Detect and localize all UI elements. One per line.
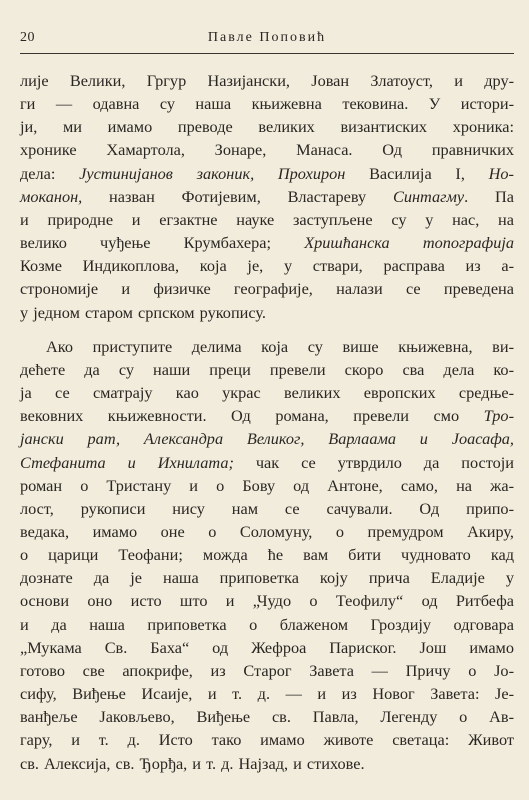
paragraph <box>20 69 514 324</box>
text-line: основи оно исто што и „Чудо о Теофилу“ од Ритбефа <box>20 591 514 611</box>
text-line: лост, рукописи нису нам се сачували. Од припо- <box>20 498 514 518</box>
text-line: вековних књижевности. Од романа, превели смо Тро- <box>20 406 514 426</box>
text-line: велико чуђење Крумбахера; Хришћанска топографија <box>20 233 515 253</box>
text-line: „Мукама Св. Баха“ од Жефроа Париског. Још имамо <box>20 637 514 657</box>
text-line: ги — одавна су наша књижевна тековина. У истори- <box>20 94 514 114</box>
header-rule <box>20 53 514 54</box>
running-head: Павле Поповић <box>207 30 327 45</box>
text-line: лије Велики, Гргур Назијански, Јован Златоуст, и дру- <box>20 71 514 90</box>
text-line: св. Алексија, св. Ђорђа, и т. д. Најзад, и стихове. <box>20 753 365 773</box>
text-line: дећете да су наши преци превели скоро сва дела ко- <box>20 359 514 379</box>
italic-title: Хришћанска топографија <box>304 233 515 253</box>
text-line: и да наша приповетка о блаженом Гроздију одговара <box>20 614 514 634</box>
italic-title: моканон, <box>20 186 83 206</box>
text-line: Козме Индикоплова, која је, у ствари, расправа из а- <box>20 256 514 276</box>
text-line: дела: Јустинијанов законик, Прохирон Василија I, Но- <box>20 163 514 183</box>
text-line: ванђеље Јаковљево, Виђење св. Павла, Легенду о Ав- <box>20 707 514 727</box>
italic-title: Но- <box>488 163 514 183</box>
text-line: сифу, Виђење Исаије, и т. д. — и из Новог Завета: Је- <box>20 684 514 704</box>
italic-title: Синтагму <box>392 186 465 206</box>
text-line: роман о Тристану и о Бову од Антоне, само, на жа- <box>20 475 514 495</box>
text-line: Ако приступите делима која су више књижевна, ви- <box>46 336 514 356</box>
paragraph <box>20 335 514 775</box>
text-line: гару, и т. д. Исто тако имамо животе светаца: Живот <box>20 730 514 750</box>
paragraph-gap <box>20 324 514 335</box>
text-line: и природне и егзактне науке заступљене су у нас, на <box>20 209 514 229</box>
page-number: 20 <box>20 30 35 45</box>
text-line: ведака, имамо оне о Соломуну, о премудром Акиру, <box>20 521 514 541</box>
text-line: моканон, назван Фотијевим, Властареву Синтагму. Па <box>20 186 514 206</box>
italic-title: Јустинијанов законик, Прохирон <box>79 163 346 183</box>
body-text <box>20 69 514 775</box>
text-line: у једном старом српском рукопису. <box>20 302 266 322</box>
italic-title: Стефанита и Ихнилата; <box>20 452 234 472</box>
text-line: дознате да је наша приповетка коју прича Еладије у <box>20 568 514 588</box>
text-line: хронике Хамартола, Зонаре, Манаса. Од правничких <box>20 140 514 160</box>
italic-title: јански рат, Александра Великог, Варлаама и Јоасафа, <box>20 429 514 449</box>
text-line <box>20 427 514 450</box>
text-line: строномије и физичке географије, налази се преведена <box>20 279 514 299</box>
text-line: Стефанита и Ихнилата; чак се утврдило да постоји <box>20 452 515 472</box>
text-line: ји, ми имамо преводе великих византиских хроника: <box>20 117 514 137</box>
text-line: о царици Теофани; можда ће вам бити чудновато кад <box>20 545 514 565</box>
italic-title: Тро- <box>483 406 514 426</box>
text-line: готово све апокрифе, из Старог Завета — Причу о Јо- <box>20 660 514 680</box>
text-line: ја се сматрају као украс великих европских средње- <box>20 383 514 403</box>
